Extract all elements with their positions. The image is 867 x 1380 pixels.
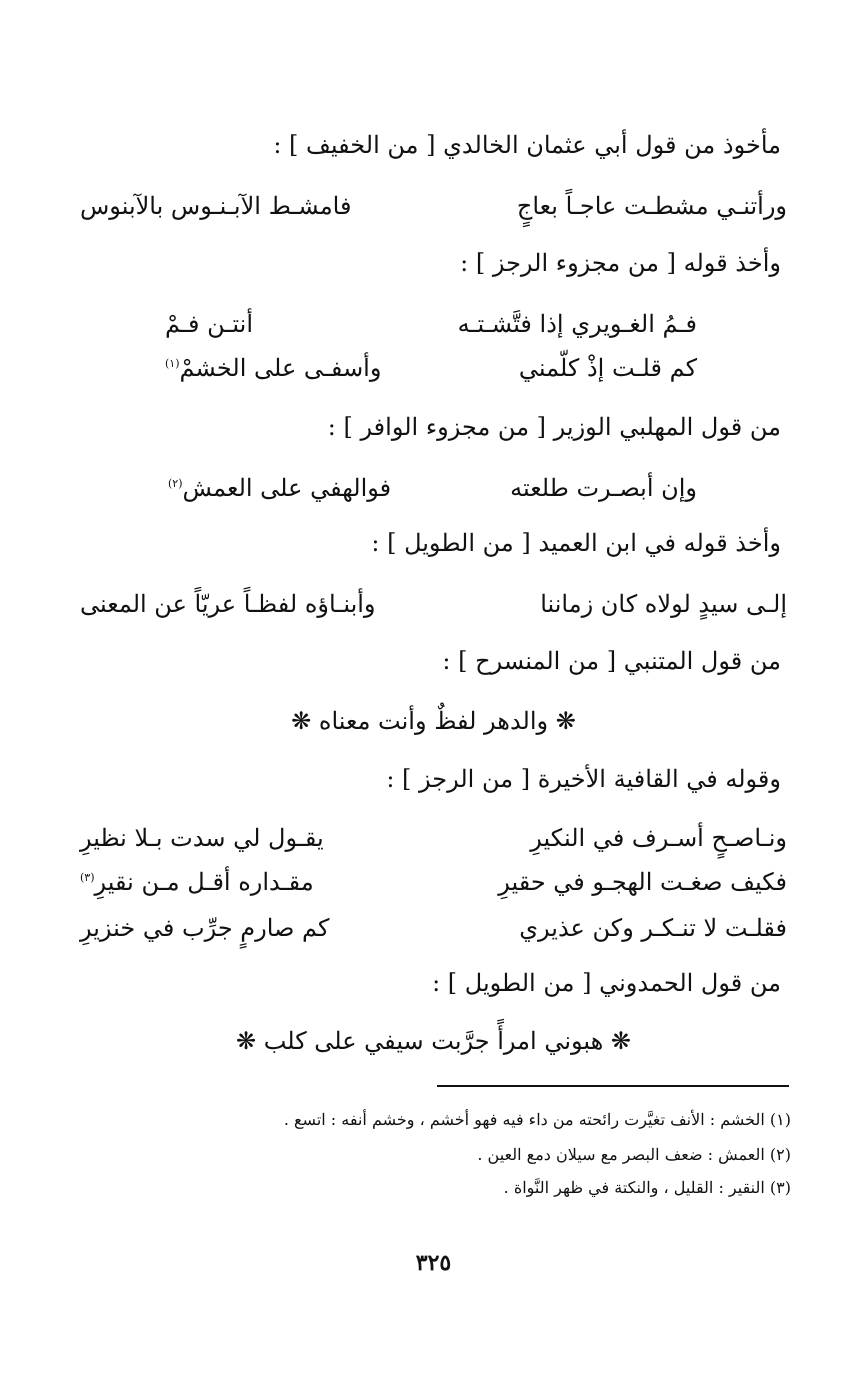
verse-6-second-hemistich: يقـول لي سدت بـلا نظيرِ — [80, 824, 324, 852]
verse-2-first-hemistich: فـمُ الغـويري إذا فتَّشـتـه — [457, 310, 697, 338]
verse-3-second-hemistich: وأسفـى على الخشمْ$^{(١)}$ — [165, 354, 382, 382]
verse-4-first-hemistich: وإن أبصـرت طلعته — [510, 474, 697, 502]
verse-line-6 — [80, 820, 787, 856]
verse-7-second-hemistich: مقـداره أقـل مـن نقيرِ$^{(٣)}$ — [80, 868, 314, 896]
centered-hemistich-2: ❋ هبوني امرأً جرَّبت سيفي على كلب ❋ — [235, 1027, 632, 1055]
verse-6-first-hemistich: ونـاصـحٍ أسـرف في النكيرِ — [530, 824, 787, 852]
intro-line-hamduni: من قول الحمدوني [ من الطويل ] : — [432, 969, 781, 997]
footnote-mark-2: (٢) — [168, 477, 183, 490]
verse-line-3 — [165, 350, 697, 386]
intro-line-last-rhyme: وقوله في القافية الأخيرة [ من الرجز ] : — [386, 765, 781, 793]
verse-line-5 — [80, 586, 787, 622]
centered-hemistich-1: ❋ والدهر لفظٌ وأنت معناه ❋ — [291, 707, 576, 735]
intro-line-ibn-al-amid: وأخذ قوله في ابن العميد [ من الطويل ] : — [371, 529, 781, 557]
verse-line-8 — [80, 910, 787, 946]
verse-3-first-hemistich: كم قلـت إذْ كلّمني — [518, 354, 697, 382]
footnote-3: (٣) النقير : القليل ، والنكتة في ظهر النَّواة . — [503, 1178, 791, 1197]
intro-line-akhadh-1: وأخذ قوله [ من مجزوء الرجز ] : — [460, 249, 781, 277]
verse-8-first-hemistich: فقلـت لا تنـكـر وكن عذيري — [519, 914, 787, 942]
page-number: ٣٢٥ — [415, 1250, 452, 1276]
verse-line-2 — [165, 306, 697, 342]
verse-4-second-hemistich: فوالهفي على العمش$^{(٢)}$ — [168, 474, 392, 502]
footnote-divider — [437, 1085, 789, 1087]
verse-line-1 — [80, 188, 787, 224]
footnote-1: (١) الخشم : الأنف تغيَّرت رائحته من داء فيه فهو أخشم ، وخشم أنفه : اتسع . — [283, 1110, 791, 1129]
verse-7-first-hemistich: فكيف صغـت الهجـو في حقيرِ — [498, 868, 787, 896]
verse-5-first-hemistich: إلـى سيدٍ لولاه كان زماننا — [540, 590, 787, 618]
verse-line-7 — [80, 864, 787, 900]
verse-2-second-hemistich: أنتـن فـمْ — [165, 310, 253, 338]
footnote-2: (٢) العمش : ضعف البصر مع سيلان دمع العين . — [477, 1145, 791, 1164]
intro-line-mutanabbi: من قول المتنبي [ من المنسرح ] : — [442, 647, 781, 675]
footnote-mark-1: (١) — [165, 357, 180, 370]
intro-line-khaldi: مأخوذ من قول أبي عثمان الخالدي [ من الخفيف ] : — [273, 131, 781, 159]
intro-line-muhallabi: من قول المهلبي الوزير [ من مجزوء الوافر ] : — [327, 413, 781, 441]
footnote-mark-3: (٣) — [80, 871, 95, 884]
verse-1-first-hemistich: ورأتنـي مشطـت عاجـاً بعاجٍ — [516, 192, 787, 220]
verse-5-second-hemistich: وأبنـاؤه لفظـاً عريّاً عن المعنى — [80, 590, 376, 618]
verse-line-4 — [168, 470, 697, 506]
verse-1-second-hemistich: فامشـط الآبـنـوس بالآبنوس — [80, 192, 352, 220]
verse-8-second-hemistich: كم صارمٍ جرِّب في خنزيرِ — [80, 914, 330, 942]
